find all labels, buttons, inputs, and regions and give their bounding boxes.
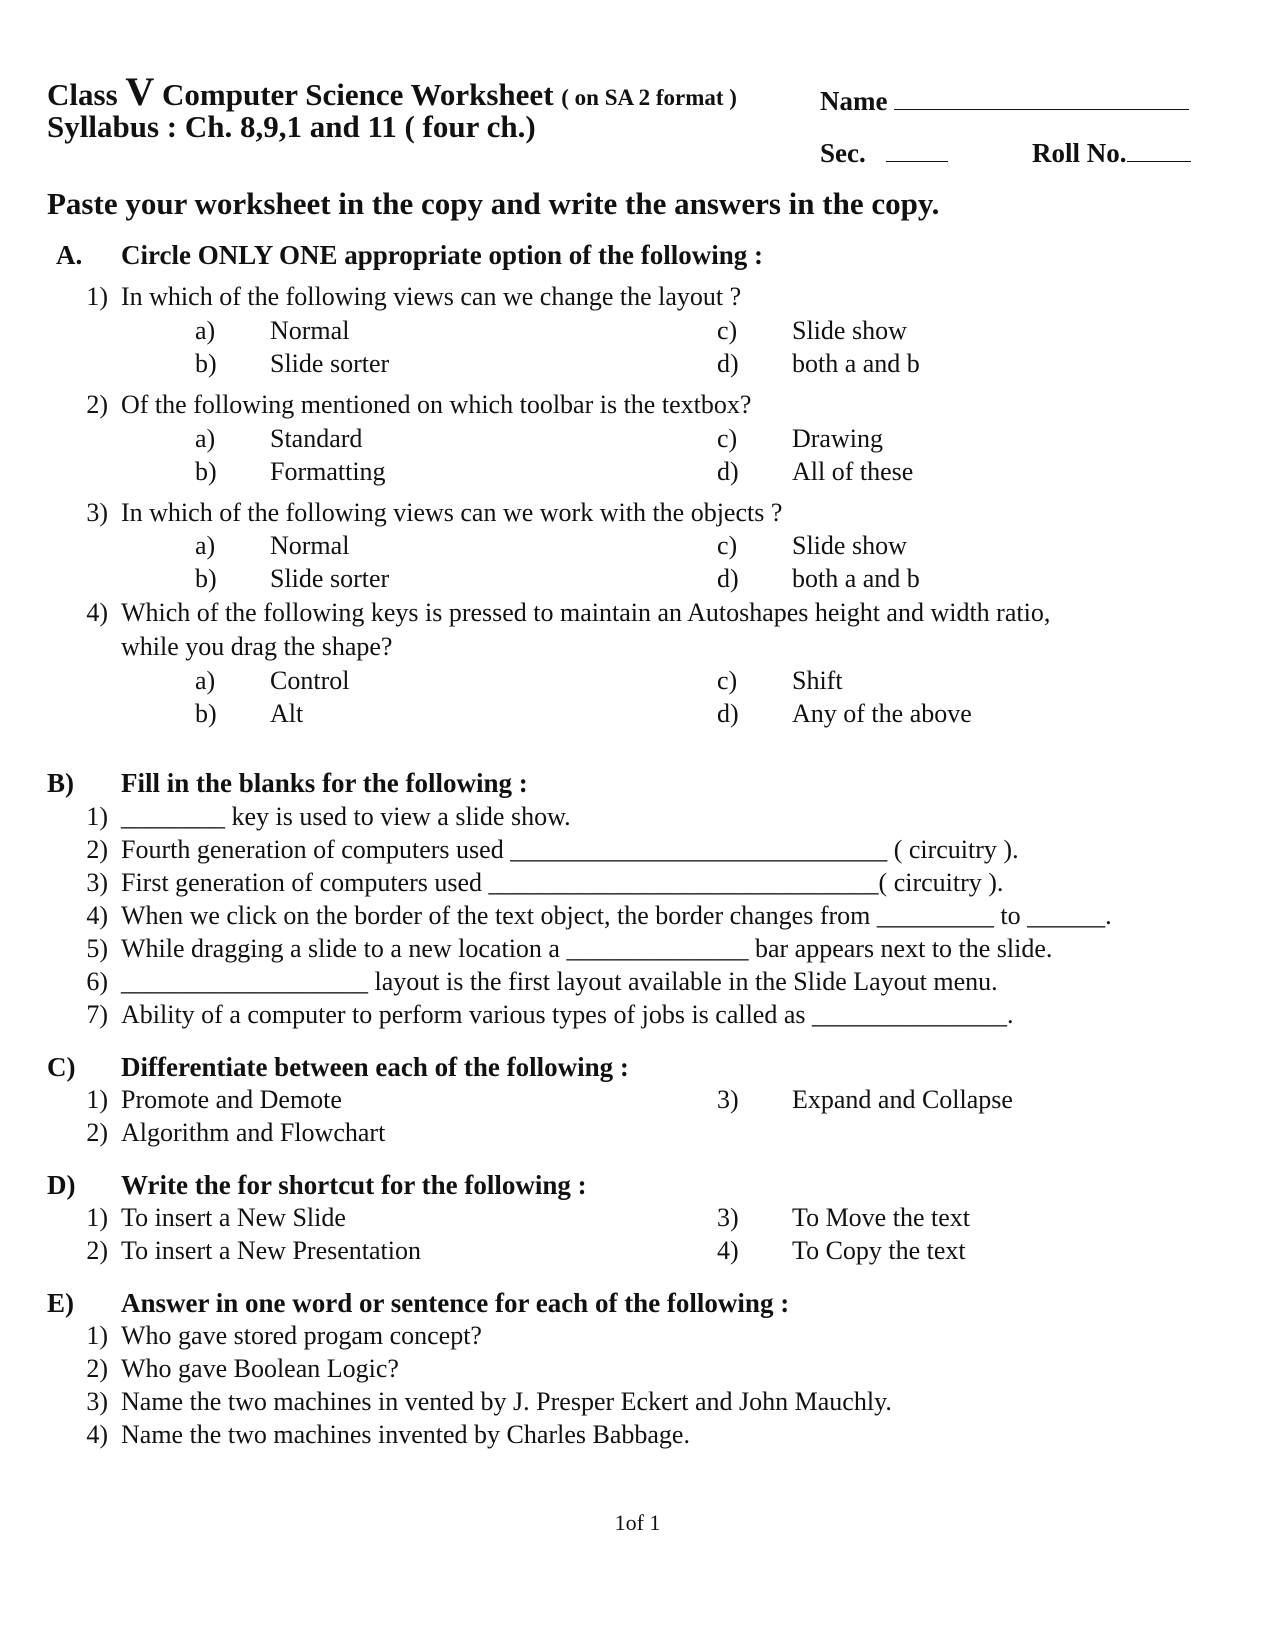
option-text: Slide show bbox=[792, 531, 907, 560]
roll-field bbox=[1032, 138, 1191, 169]
answer-item: Name the two machines invented by Charles Babbage. bbox=[121, 1420, 690, 1449]
option-letter: a) bbox=[195, 531, 216, 560]
item-number: 2) bbox=[86, 1236, 108, 1265]
question-text: In which of the following views can we work with the objects ? bbox=[121, 498, 783, 527]
fill-blank-item: Ability of a computer to perform various types of jobs is called as _______________. bbox=[121, 1000, 1014, 1029]
option-letter: c) bbox=[717, 666, 738, 695]
question-number: 2) bbox=[86, 390, 108, 419]
option-text: Shift bbox=[792, 666, 843, 695]
fill-blank-item: When we click on the border of the text object, the border changes from _________ to ______. bbox=[121, 901, 1112, 930]
option-text: Control bbox=[270, 666, 350, 695]
roll-blank bbox=[1127, 139, 1191, 162]
item-number: 2) bbox=[86, 1118, 108, 1147]
question-text: Of the following mentioned on which toolbar is the textbox? bbox=[121, 390, 752, 419]
blank-number: 4) bbox=[86, 901, 108, 930]
option-letter: a) bbox=[195, 666, 216, 695]
section-b-letter: B) bbox=[47, 768, 74, 798]
syllabus-line: Syllabus : Ch. 8,9,1 and 11 ( four ch.) bbox=[47, 109, 536, 144]
section-c-title: Differentiate between each of the following : bbox=[121, 1052, 629, 1082]
answer-item: Who gave stored progam concept? bbox=[121, 1321, 482, 1350]
name-field bbox=[820, 86, 1189, 117]
blank-number: 6) bbox=[86, 967, 108, 996]
sec-label: Sec. bbox=[820, 138, 866, 168]
question-text: Which of the following keys is pressed to maintain an Autoshapes height and width ratio, bbox=[121, 598, 1051, 627]
option-letter: d) bbox=[717, 349, 739, 378]
title-class: V bbox=[125, 69, 155, 114]
section-d-title: Write the for shortcut for the following : bbox=[121, 1170, 587, 1200]
item-number: 1) bbox=[86, 1085, 108, 1114]
name-label: Name bbox=[820, 86, 888, 116]
shortcut-item: To insert a New Slide bbox=[121, 1203, 346, 1232]
differentiate-item: Expand and Collapse bbox=[792, 1085, 1013, 1114]
option-text: Normal bbox=[270, 531, 350, 560]
answer-item: Name the two machines in vented by J. Presper Eckert and John Mauchly. bbox=[121, 1387, 892, 1416]
question-text-continued: while you drag the shape? bbox=[121, 632, 393, 661]
title-format: ( on SA 2 format ) bbox=[561, 85, 737, 110]
option-text: both a and b bbox=[792, 349, 920, 378]
sec-field bbox=[820, 138, 948, 169]
option-text: Any of the above bbox=[792, 699, 972, 728]
differentiate-item: Algorithm and Flowchart bbox=[121, 1118, 386, 1147]
shortcut-item: To Move the text bbox=[792, 1203, 970, 1232]
option-letter: c) bbox=[717, 316, 738, 345]
name-blank bbox=[894, 87, 1189, 110]
item-number: 2) bbox=[86, 1354, 108, 1383]
option-letter: c) bbox=[717, 531, 738, 560]
item-number: 4) bbox=[86, 1420, 108, 1449]
option-letter: b) bbox=[195, 564, 217, 593]
shortcut-item: To Copy the text bbox=[792, 1236, 966, 1265]
option-text: Alt bbox=[270, 699, 304, 728]
option-letter: d) bbox=[717, 564, 739, 593]
worksheet-title bbox=[47, 68, 737, 115]
option-text: Drawing bbox=[792, 424, 883, 453]
fill-blank-item: First generation of computers used ______________________________( circuitry ). bbox=[121, 868, 1004, 897]
question-number: 4) bbox=[86, 598, 108, 627]
option-text: both a and b bbox=[792, 564, 920, 593]
item-number: 3) bbox=[717, 1203, 739, 1232]
option-letter: c) bbox=[717, 424, 738, 453]
option-letter: d) bbox=[717, 699, 739, 728]
item-number: 1) bbox=[86, 1321, 108, 1350]
question-text: In which of the following views can we change the layout ? bbox=[121, 282, 742, 311]
item-number: 3) bbox=[717, 1085, 739, 1114]
section-b-title: Fill in the blanks for the following : bbox=[121, 768, 528, 798]
roll-label: Roll No. bbox=[1032, 138, 1127, 168]
title-pre: Class bbox=[47, 77, 126, 112]
option-text: Slide sorter bbox=[270, 564, 390, 593]
option-text: Standard bbox=[270, 424, 363, 453]
option-text: Normal bbox=[270, 316, 350, 345]
option-letter: a) bbox=[195, 424, 216, 453]
blank-number: 2) bbox=[86, 835, 108, 864]
title-main: Computer Science Worksheet bbox=[154, 77, 562, 112]
item-number: 4) bbox=[717, 1236, 739, 1265]
section-d-letter: D) bbox=[47, 1170, 76, 1200]
fill-blank-item: Fourth generation of computers used _____________________________ ( circuitry ). bbox=[121, 835, 1019, 864]
page-number: 1of 1 bbox=[614, 1510, 661, 1535]
section-e-letter: E) bbox=[47, 1288, 74, 1318]
question-number: 1) bbox=[86, 282, 108, 311]
blank-number: 1) bbox=[86, 802, 108, 831]
blank-number: 3) bbox=[86, 868, 108, 897]
option-letter: b) bbox=[195, 699, 217, 728]
option-letter: b) bbox=[195, 349, 217, 378]
section-a-title: Circle ONLY ONE appropriate option of the following : bbox=[121, 240, 764, 270]
section-e-title: Answer in one word or sentence for each of the following : bbox=[121, 1288, 790, 1318]
option-letter: b) bbox=[195, 457, 217, 486]
blank-number: 7) bbox=[86, 1000, 108, 1029]
fill-blank-item: ___________________ layout is the first layout available in the Slide Layout menu. bbox=[121, 967, 998, 996]
sec-blank bbox=[886, 139, 948, 162]
option-text: All of these bbox=[792, 457, 914, 486]
option-text: Slide sorter bbox=[270, 349, 390, 378]
option-text: Formatting bbox=[270, 457, 386, 486]
item-number: 1) bbox=[86, 1203, 108, 1232]
option-letter: d) bbox=[717, 457, 739, 486]
fill-blank-item: While dragging a slide to a new location a ______________ bar appears next to the slide. bbox=[121, 934, 1053, 963]
answer-item: Who gave Boolean Logic? bbox=[121, 1354, 399, 1383]
option-text: Slide show bbox=[792, 316, 907, 345]
fill-blank-item: ________ key is used to view a slide show. bbox=[121, 802, 571, 831]
differentiate-item: Promote and Demote bbox=[121, 1085, 342, 1114]
question-number: 3) bbox=[86, 498, 108, 527]
blank-number: 5) bbox=[86, 934, 108, 963]
item-number: 3) bbox=[86, 1387, 108, 1416]
section-c-letter: C) bbox=[47, 1052, 76, 1082]
option-letter: a) bbox=[195, 316, 216, 345]
instruction-line: Paste your worksheet in the copy and write the answers in the copy. bbox=[47, 186, 940, 221]
shortcut-item: To insert a New Presentation bbox=[121, 1236, 421, 1265]
section-a-letter: A. bbox=[56, 240, 83, 270]
